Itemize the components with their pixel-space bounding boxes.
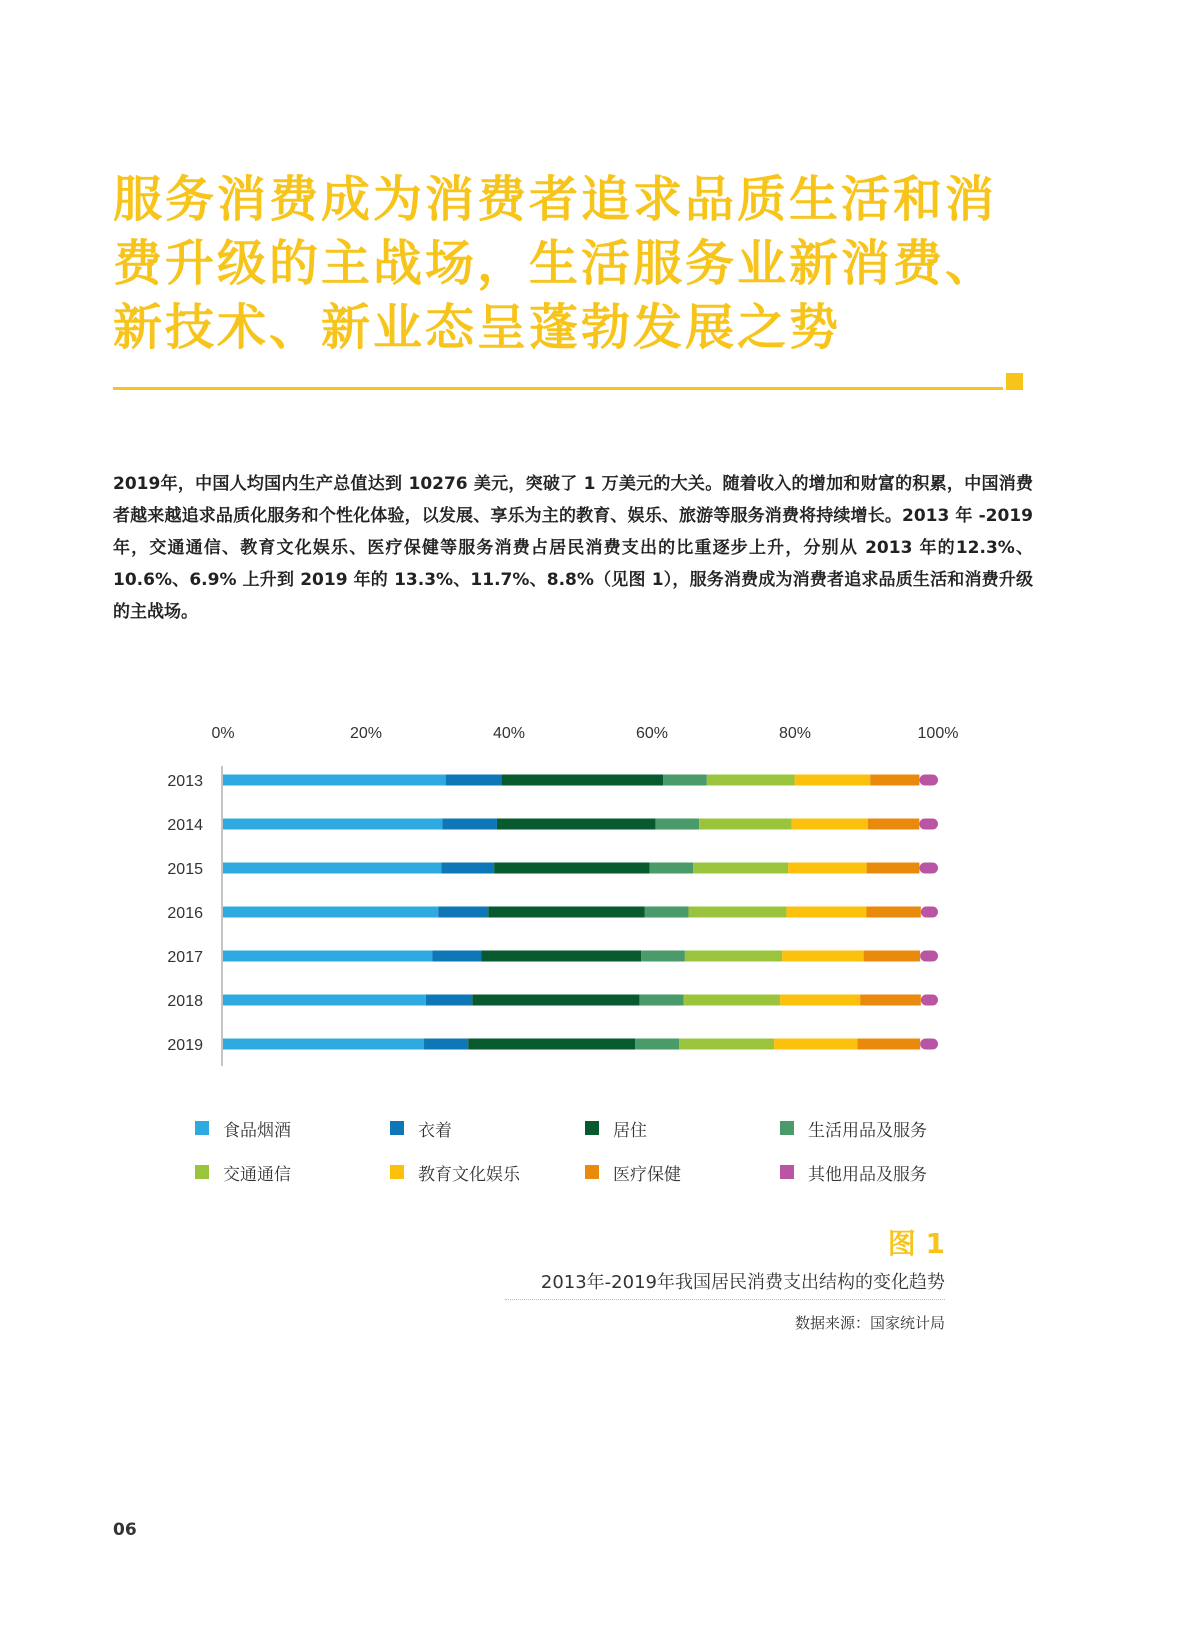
legend-label: 交通通信 [223, 1164, 291, 1185]
legend-swatch [780, 1165, 794, 1179]
bar-segment [921, 995, 938, 1006]
bar-segment [468, 1039, 635, 1050]
bar-segment [481, 951, 641, 962]
title-line-1: 服务消费成为消费者追求品质生活和消 [113, 171, 998, 228]
bar-segment [774, 1039, 857, 1050]
stacked-bar-chart [0, 720, 1200, 1105]
legend-label: 食品烟酒 [223, 1120, 291, 1141]
y-tick-label: 2019 [167, 1037, 203, 1054]
bar-segment [920, 951, 938, 962]
legend-item [585, 1159, 780, 1185]
legend-item [390, 1159, 585, 1185]
legend-label: 其他用品及服务 [808, 1164, 927, 1185]
bar-segment [494, 863, 650, 874]
bar-segment [223, 775, 446, 786]
x-tick-label: 60% [635, 725, 669, 742]
bar-segment [424, 1039, 468, 1050]
bar-segment [685, 951, 782, 962]
bar-segment [867, 907, 921, 918]
y-tick-label: 2013 [167, 773, 203, 790]
legend-label: 衣着 [418, 1120, 452, 1141]
bar-segment [663, 775, 707, 786]
bar-segment [786, 907, 866, 918]
legend-swatch [390, 1165, 404, 1179]
chart-legend [195, 1115, 995, 1185]
bar-segment [441, 863, 494, 874]
x-tick-label: 80% [778, 725, 812, 742]
bar-segment [780, 995, 860, 1006]
legend-swatch [780, 1121, 794, 1135]
legend-item [195, 1115, 390, 1141]
legend-swatch [585, 1165, 599, 1179]
title-underline-square [1006, 373, 1023, 390]
bar-segment [641, 951, 685, 962]
bar-segment [497, 819, 655, 830]
body-paragraph: 2019年，中国人均国内生产总值达到 10276 美元，突破了 1 万美元的大关。随着收入的增加和财富的积累，中国消费者越来越追求品质化服务和个性化体验，以发展、享乐为主的教育、娱乐、旅游等服务消费将持续增长。2013 年 -2019 年，交通通信、教育文化娱乐、医疗保健等服务消费占居民消费支出的比重逐步上升，分别从 2013 年的12.3%、10.6%、6.9% 上升到 2019 年的 13.3%、11.7%、8.8%（见图 1），服务消费成为消费者追求品质生活和消费升级的主战场。 [113, 474, 1033, 622]
y-tick-label: 2015 [167, 861, 203, 878]
bar-segment [442, 819, 497, 830]
bar-segment [679, 1039, 774, 1050]
bar-segment [919, 863, 938, 874]
legend-label: 生活用品及服务 [808, 1120, 927, 1141]
bar-segment [639, 995, 683, 1006]
bar-segment [867, 863, 920, 874]
bar-segment [795, 775, 871, 786]
figure-caption: 2013年-2019年我国居民消费支出结构的变化趋势 [540, 1272, 945, 1293]
legend-swatch [195, 1165, 209, 1179]
bar-segment [650, 863, 694, 874]
bar-segment [920, 1039, 938, 1050]
legend-item [585, 1115, 780, 1141]
bar-segment [438, 907, 488, 918]
legend-item [780, 1115, 975, 1141]
figure-source: 数据来源：国家统计局 [794, 1314, 945, 1332]
bar-segment [860, 995, 921, 1006]
legend-label: 教育文化娱乐 [418, 1164, 520, 1185]
bar-segment [223, 863, 441, 874]
bar-segment [693, 863, 788, 874]
bar-segment [707, 775, 795, 786]
legend-item [390, 1115, 585, 1141]
bar-segment [782, 951, 864, 962]
bar-segment [684, 995, 780, 1006]
legend-item [195, 1159, 390, 1185]
title-line-3: 新技术、新业态呈蓬勃发展之势 [113, 299, 842, 356]
bar-segment [501, 775, 663, 786]
bar-segment [919, 775, 938, 786]
bar-segment [870, 775, 919, 786]
bar-segment [223, 907, 438, 918]
bar-segment [223, 1039, 424, 1050]
bar-segment [488, 907, 645, 918]
y-tick-label: 2017 [167, 949, 203, 966]
bar-segment [699, 819, 792, 830]
legend-label: 居住 [613, 1120, 647, 1141]
bar-segment [223, 995, 426, 1006]
y-tick-label: 2016 [167, 905, 203, 922]
bar-segment [432, 951, 481, 962]
bar-segment [788, 863, 866, 874]
x-tick-label: 0% [211, 725, 235, 742]
bar-segment [919, 819, 938, 830]
page-number: 06 [113, 1520, 137, 1540]
bar-segment [645, 907, 689, 918]
page-title [113, 168, 1053, 360]
bar-segment [864, 951, 920, 962]
bar-segment [223, 819, 442, 830]
figure-label: 图 1 [887, 1227, 945, 1260]
bar-segment [857, 1039, 920, 1050]
bar-segment [868, 819, 920, 830]
y-tick-label: 2014 [167, 817, 203, 834]
y-tick-label: 2018 [167, 993, 203, 1010]
bar-segment [446, 775, 502, 786]
bar-segment [792, 819, 868, 830]
bar-segment [921, 907, 938, 918]
legend-swatch [585, 1121, 599, 1135]
bar-segment [688, 907, 786, 918]
legend-item [780, 1159, 975, 1185]
bar-segment [655, 819, 699, 830]
x-tick-label: 100% [917, 725, 959, 742]
x-tick-label: 20% [349, 725, 383, 742]
bar-segment [426, 995, 472, 1006]
legend-swatch [195, 1121, 209, 1135]
title-line-2: 费升级的主战场，生活服务业新消费、 [113, 235, 998, 292]
x-tick-label: 40% [492, 725, 526, 742]
bar-segment [635, 1039, 679, 1050]
title-underline [113, 387, 1003, 390]
legend-label: 医疗保健 [613, 1164, 681, 1185]
figure-divider [505, 1299, 945, 1300]
bar-segment [472, 995, 639, 1006]
legend-swatch [390, 1121, 404, 1135]
bar-segment [223, 951, 432, 962]
